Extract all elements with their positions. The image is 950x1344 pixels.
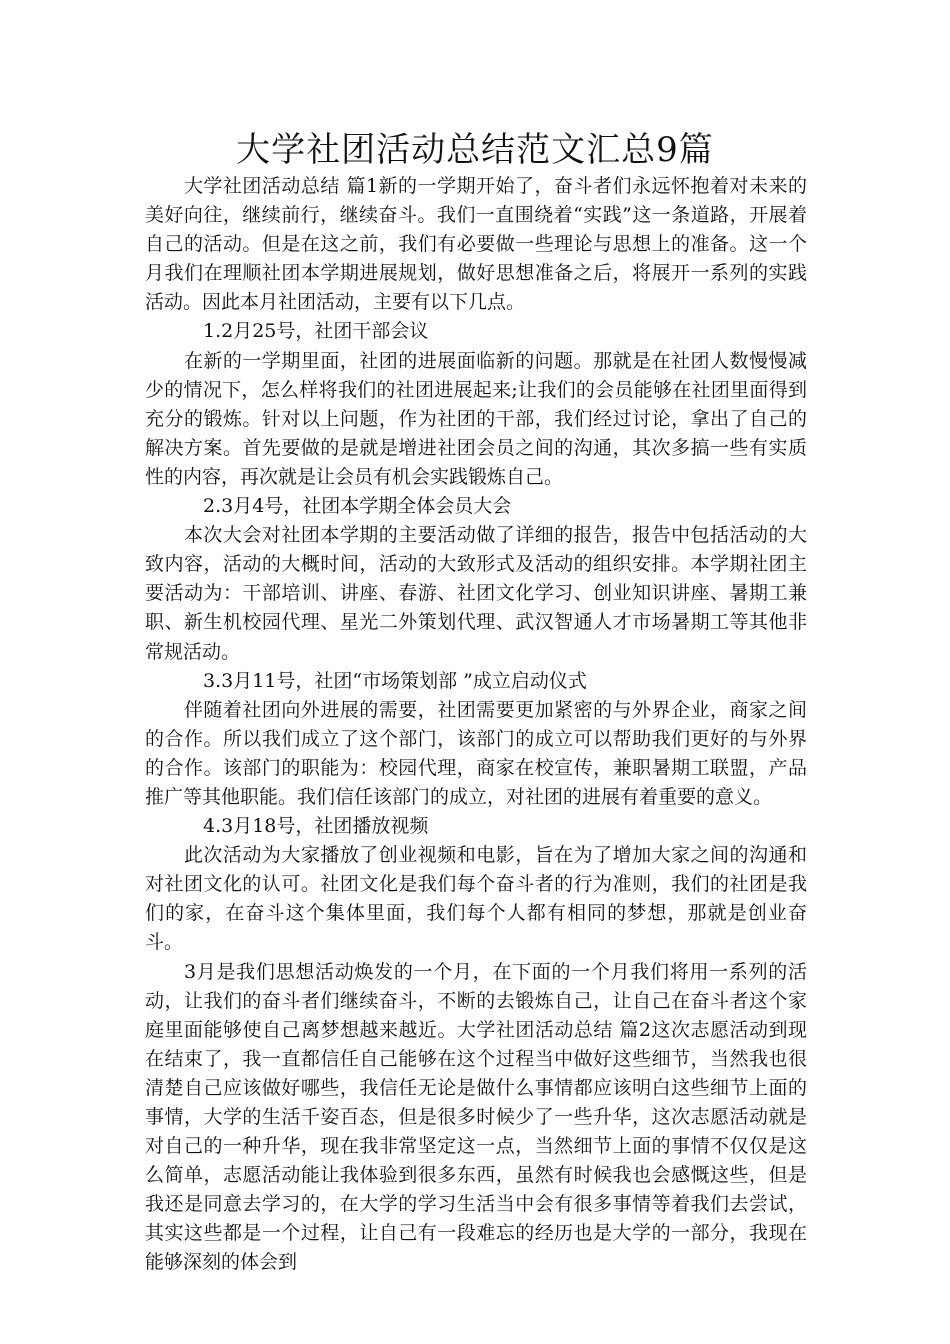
document-title: 大学社团活动总结范文汇总9篇 xyxy=(236,130,714,170)
body-paragraph: 本次大会对社团本学期的主要活动做了详细的报告，报告中包括活动的大致内容，活动的大概时间，活动的大致形式及活动的组织安排。本学期社团主要活动为：干部培训、讲座、春游、社团文化学习、创业知识讲座、暑期工兼职、新生机校园代理、星光二外策划代理、武汉智通人才市场暑期工等其他非常规活动。 xyxy=(145,524,807,663)
body-paragraph: 3月是我们思想活动焕发的一个月，在下面的一个月我们将用一系列的活动，让我们的奋斗者们继续奋斗，不断的去锻炼自己，让自己在奋斗者这个家庭里面能够使自己离梦想越来越近。大学社团活动总结 篇2这次志愿活动到现在结束了，我一直都信任自己能够在这个过程当中做好这些细节，当然我也很清楚自己应该做好哪些，我信任无论是做什么事情都应该明白这些细节上面的事情，大学的生活千姿百态，但是很多时候少了一些升华，这次志愿活动就是对自己的一种升华，现在我非常坚定这一点，当然细节上面的事情不仅仅是这么简单，志愿活动能让我体验到很多东西，虽然有时候我也会感慨这些，但是我还是同意去学习的，在大学的学习生活当中会有很多事情等着我们去尝试，其实这些都是一个过程，让自己有一段难忘的经历也是大学的一部分，我现在能够深刻的体会到 xyxy=(145,960,807,1274)
body-paragraph: 大学社团活动总结 篇1新的一学期开始了，奋斗者们永远怀抱着对未来的美好向往，继续前行，继续奋斗。我们一直围绕着“实践”这一条道路，开展着自己的活动。但是在这之前，我们有必要做一些理论与思想上的准备。这一个月我们在理顺社团本学期进展规划，做好思想准备之后，将展开一系列的实践活动。因此本月社团活动，主要有以下几点。 xyxy=(145,175,807,314)
document-body xyxy=(145,172,807,1278)
section-heading: 1.2月25号，社团干部会议 xyxy=(203,320,429,343)
section-heading: 2.3月4号，社团本学期全体会员大会 xyxy=(203,495,512,518)
section-heading: 3.3月11号，社团“市场策划部 ”成立启动仪式 xyxy=(203,669,587,692)
body-paragraph: 在新的一学期里面，社团的进展面临新的问题。那就是在社团人数慢慢减少的情况下，怎么样将我们的社团进展起来;让我们的会员能够在社团里面得到充分的锻炼。针对以上问题，作为社团的干部，我们经过讨论，拿出了自己的解决方案。首先要做的是就是增进社团会员之间的沟通，其次多搞一些有实质性的内容，再次就是让会员有机会实践锻炼自己。 xyxy=(145,349,807,488)
body-paragraph: 伴随着社团向外进展的需要，社团需要更加紧密的与外界企业，商家之间的合作。所以我们成立了这个部门，该部门的成立可以帮助我们更好的与外界的合作。该部门的职能为：校园代理，商家在校宣传，兼职暑期工联盟，产品推广等其他职能。我们信任该部门的成立，对社团的进展有着重要的意义。 xyxy=(145,698,807,808)
body-paragraph: 此次活动为大家播放了创业视频和电影，旨在为了增加大家之间的沟通和对社团文化的认可。社团文化是我们每个奋斗者的行为准则，我们的社团是我们的家，在奋斗这个集体里面，我们每个人都有相同的梦想，那就是创业奋斗。 xyxy=(145,844,807,954)
section-heading: 4.3月18号，社团播放视频 xyxy=(203,815,429,838)
